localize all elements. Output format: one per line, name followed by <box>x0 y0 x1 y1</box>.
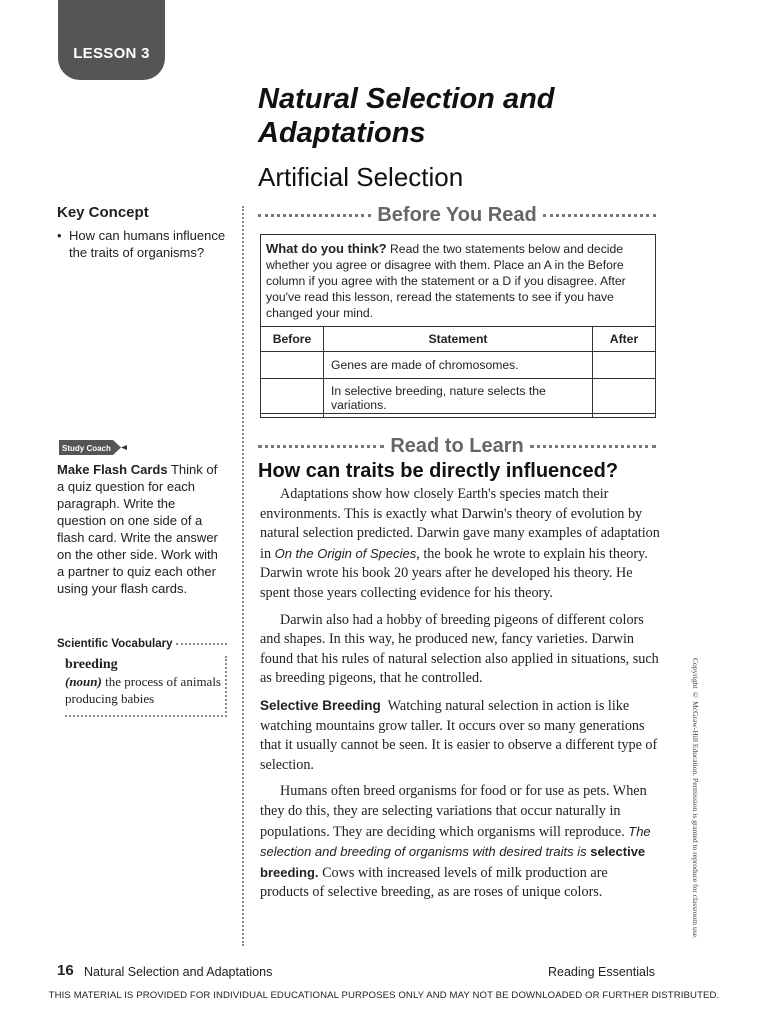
page-title: Natural Selection and Adaptations <box>258 83 555 149</box>
key-concept-item: How can humans influence the traits of organisms? <box>69 228 226 260</box>
paragraph: Humans often breed organisms for food or for use as pets. When they do this, they are selecting variations that occur naturally in populations. They are deciding which organisms will reproduce. The selection and breeding of organisms with desired traits is selective breeding. Cows with increased levels of milk production are products of selective breeding, as are roses of unique colors. <box>260 783 651 901</box>
statement-cell: In selective breeding, nature selects the variations. <box>324 379 593 418</box>
read-to-learn-header <box>258 434 656 458</box>
key-concept-heading: Key Concept <box>57 204 149 221</box>
anticipation-prompt <box>261 235 655 320</box>
vocabulary-term: breeding <box>65 657 118 672</box>
column-header-statement: Statement <box>324 327 593 352</box>
dotted-rule <box>258 445 384 448</box>
definition-text: the process of animals producing babies <box>65 674 221 706</box>
anticipation-table <box>260 326 656 418</box>
copyright-notice: Copyright © McGraw-Hill Education. Permission is granted to reproduce for classroom use. <box>691 658 700 939</box>
prompt-text: Read the two statements below and decide whether you agree or disagree with them. Place an A in the Before column if you agree with the statement or a D if you disagree. After you've read this lesson, reread the statements to see if you have changed your mind. <box>266 242 626 320</box>
after-cell[interactable] <box>593 379 656 418</box>
before-you-read-header <box>258 203 656 227</box>
disclaimer: THIS MATERIAL IS PROVIDED FOR INDIVIDUAL EDUCATIONAL PURPOSES ONLY AND MAY NOT BE DOWNLOADED OR FURTHER DISTRIBUTED. <box>48 990 720 1001</box>
footer-series: Reading Essentials <box>547 965 655 979</box>
before-cell[interactable] <box>261 379 324 418</box>
read-to-learn-label: Read to Learn <box>390 434 524 457</box>
lesson-tab <box>58 0 165 80</box>
section-question: How can traits be directly influenced? <box>258 460 619 482</box>
flash-cards-text: Think of a quiz question for each paragraph. Write the question on one side of a flash card. Write the answer on the other side. Work with a partner to quiz each other using your flash cards. <box>57 462 218 596</box>
vocabulary-header <box>57 638 227 650</box>
before-cell[interactable] <box>261 352 324 379</box>
vocabulary-definition <box>65 673 225 707</box>
highlighted-term: selective breeding. <box>260 844 646 880</box>
dotted-rule <box>530 445 656 448</box>
study-coach-badge <box>57 439 129 456</box>
table-row <box>261 352 656 379</box>
body-text <box>260 485 660 910</box>
vocabulary-heading: Scientific Vocabulary <box>57 638 173 650</box>
column-header-before: Before <box>261 327 324 352</box>
footer-book-title: Natural Selection and Adaptations <box>84 965 273 979</box>
paragraph: Darwin also had a hobby of breeding pigeons of different colors and shapes. In this way, he produced new, fancy varieties. Darwin found that his rules of natural selection also applied in situations, such as breeding pigeons, that he controlled. <box>260 611 659 687</box>
column-header-after: After <box>593 327 656 352</box>
dotted-rule <box>543 214 656 217</box>
dotted-rule <box>176 643 227 645</box>
study-coach-label: Study Coach <box>62 444 111 453</box>
key-concept-list <box>57 227 227 261</box>
vocabulary-entry <box>65 656 227 717</box>
definition-sentence: The selection and breeding of organisms with desired traits is <box>260 823 651 860</box>
column-divider <box>242 206 244 946</box>
page-number: 16 <box>57 962 74 979</box>
paragraph: Selective Breeding Watching natural selection in action is like watching mountains grow taller. It occurs over so many generations that it usually cannot be seen. It is easier to observe a different type of selection. <box>260 697 658 773</box>
part-of-speech: (noun) <box>65 674 102 689</box>
book-title: On the Origin of Species <box>274 545 417 561</box>
paragraph: Adaptations show how closely Earth's species match their environments. This is exactly what Darwin's theory of evolution by natural selection predicted. Darwin gave many examples of adaptation in On the Origin of Species, the book he wrote to explain his theory. Darwin wrote his book 20 years after he developed his theory. He spent those years collecting evidence for his theory. <box>260 486 660 601</box>
anticipation-box <box>260 234 656 414</box>
vocabulary-box <box>57 638 227 717</box>
table-header-row <box>261 327 656 352</box>
bullet-icon: • <box>57 228 62 243</box>
statement-cell: Genes are made of chromosomes. <box>324 352 593 379</box>
study-coach-text <box>57 461 227 597</box>
flash-cards-title: Make Flash Cards <box>57 462 168 477</box>
prompt-bold: What do you think? <box>266 241 387 256</box>
subheading-selective-breeding: Selective Breeding <box>260 697 381 713</box>
after-cell[interactable] <box>593 352 656 379</box>
page-subtitle: Artificial Selection <box>258 162 464 192</box>
table-row <box>261 379 656 418</box>
before-you-read-label: Before You Read <box>377 203 537 226</box>
lesson-label: LESSON 3 <box>73 45 150 62</box>
dotted-rule <box>258 214 371 217</box>
